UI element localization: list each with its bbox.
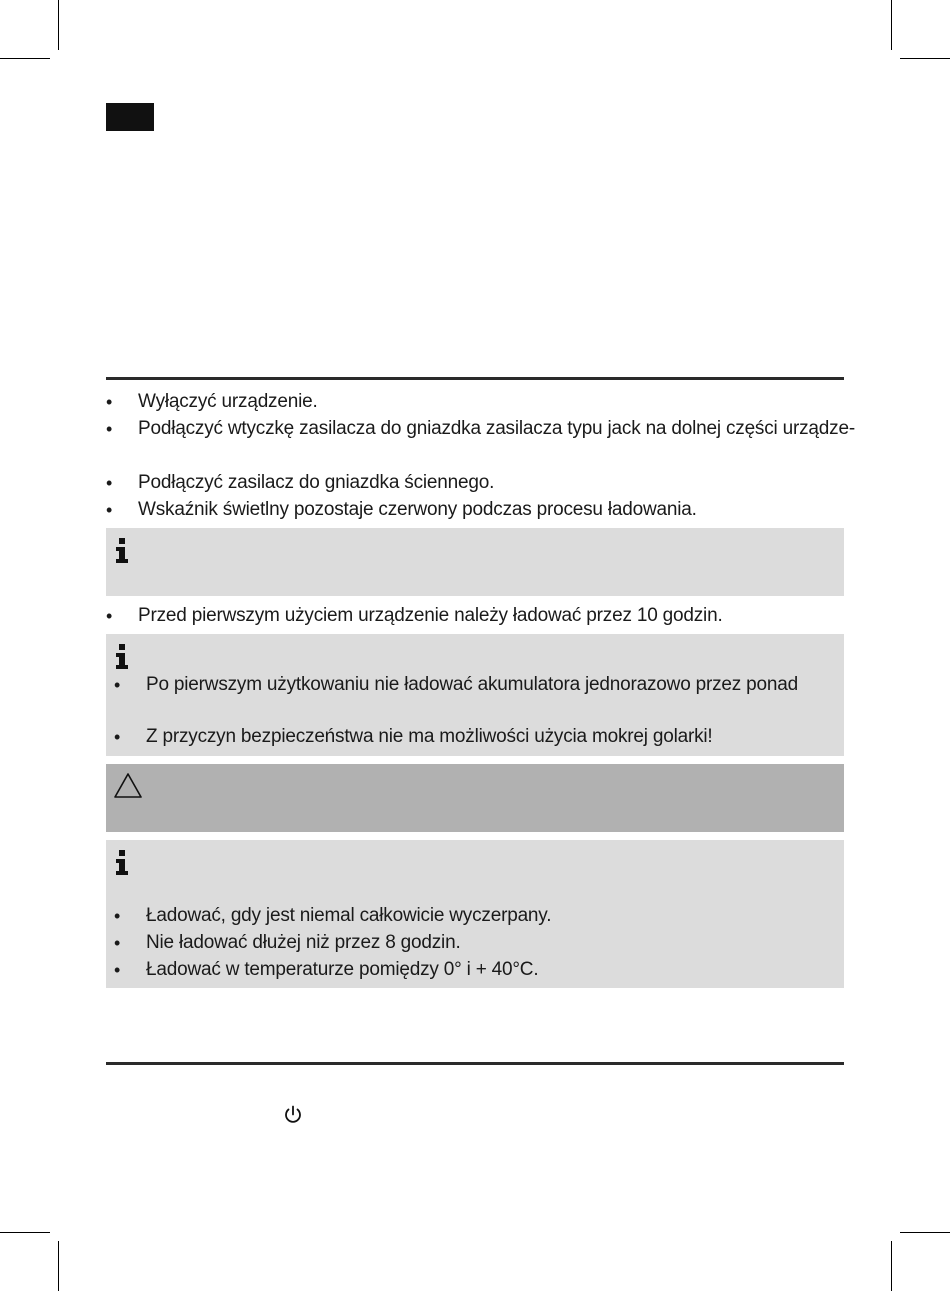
language-tab	[106, 103, 154, 131]
bullet: •	[106, 606, 113, 626]
bullet: •	[106, 500, 113, 520]
list-item: Z przyczyn bezpieczeństwa nie ma możliwości użycia mokrej golarki!	[146, 726, 713, 747]
crop-mark	[891, 1241, 892, 1291]
bullet: •	[114, 906, 121, 926]
list-item: Ładować w temperaturze pomiędzy 0° i + 40°C.	[146, 959, 539, 980]
section-rule	[106, 377, 844, 380]
list-item: Nie ładować dłużej niż przez 8 godzin.	[146, 932, 461, 953]
info-box	[106, 634, 844, 756]
bullet: •	[106, 419, 113, 439]
warning-triangle-icon	[113, 772, 143, 800]
crop-mark	[0, 58, 50, 59]
info-box	[106, 528, 844, 596]
crop-mark	[58, 0, 59, 50]
bullet: •	[114, 960, 121, 980]
bullet: •	[114, 727, 121, 747]
crop-mark	[0, 1232, 50, 1233]
bullet: •	[106, 473, 113, 493]
crop-mark	[891, 0, 892, 50]
info-box	[106, 840, 844, 988]
list-item: Po pierwszym użytkowaniu nie ładować akumulatora jednorazowo przez ponad	[146, 674, 799, 695]
list-item: Wskaźnik świetlny pozostaje czerwony podczas procesu ładowania.	[138, 499, 697, 520]
info-icon	[114, 644, 130, 670]
crop-mark	[58, 1241, 59, 1291]
info-icon	[114, 850, 130, 876]
bullet: •	[106, 392, 113, 412]
power-icon	[282, 1104, 304, 1126]
list-item: Podłączyć wtyczkę zasilacza do gniazdka zasilacza typu jack na dolnej części urządze-	[138, 418, 855, 439]
list-item: Wyłączyć urządzenie.	[138, 391, 318, 412]
warning-box	[106, 764, 844, 832]
section-rule	[106, 1062, 844, 1065]
list-item: Ładować, gdy jest niemal całkowicie wyczerpany.	[146, 905, 552, 926]
bullet: •	[114, 675, 121, 695]
info-icon	[114, 538, 130, 564]
crop-mark	[900, 1232, 950, 1233]
list-item: Podłączyć zasilacz do gniazdka ściennego.	[138, 472, 495, 493]
bullet: •	[114, 933, 121, 953]
crop-mark	[900, 58, 950, 59]
list-item: Przed pierwszym użyciem urządzenie należy ładować przez 10 godzin.	[138, 605, 723, 626]
